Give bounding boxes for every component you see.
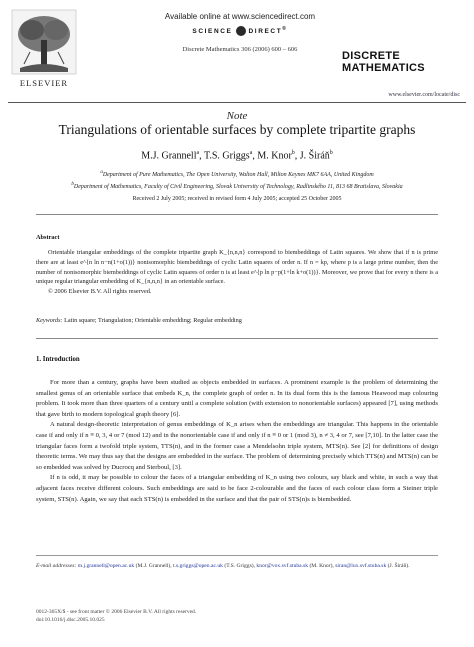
- available-online-text: Available online at www.sciencedirect.com: [164, 12, 316, 21]
- abstract-text: Orientable triangular embeddings of the complete tripartite graph K_{n,n,n} correspond to biembeddings of Latin squares. We show that if n is prime there are at least e^{n ln n−n(1+o(1))} nonisomorphic biembeddings of cyclic Latin squares of order n. If n = kp, where p is a large prime number, then the number of nonisomorphic biembeddings of cyclic Latin squares of order n is at least e^{p ln p−p(1+ln k+o(1))}. Moreover, we prove that for every n there is a unique regular triangular embedding of K_{n,n,n} in an orientable surface.: [36, 249, 438, 286]
- author-name: T.S. Griggs: [204, 150, 250, 162]
- issn-line: 0012-365X/$ - see front matter © 2006 Elsevier B.V. All rights reserved.: [36, 609, 197, 615]
- author-name: M.J. Grannell: [141, 150, 197, 162]
- author-affil-mark: b: [291, 150, 295, 156]
- author-affil-mark: b: [329, 150, 333, 156]
- body-paragraph: For more than a century, graphs have been studied as objects embedded in surfaces. A prominent example is the problem of determining the smallest genus of an orientable surface that embeds K_n, the complete graph of order n. In its dual form this is the famous Heawood map colouring problem. It took more than three quarters of a century until a complete solution (with extension to nonorientable surfaces) appeared [7], using methods that gave birth to modern topological graph theory [6].: [36, 379, 438, 418]
- body-paragraph: If n is odd, it may be possible to colour the faces of a triangular embedding of K_n using two colours, say black and white, in such a way that adjacent faces receive different colours. Such embeddings are said to be face 2-colourable and the faces of each colour class form a Steiner triple system, STS(n). Again, we say that each STS(n) is embedded in the surface and that the pair of STS(n)s is biembedded.: [36, 474, 438, 503]
- email-owner: (J. Širáň).: [387, 563, 410, 569]
- doi-line[interactable]: doi:10.1016/j.disc.2005.10.025: [36, 617, 105, 623]
- email-owner: (M.J. Grannell),: [135, 563, 172, 569]
- article-type: Note: [226, 110, 248, 122]
- abstract-body: [36, 248, 438, 297]
- section-heading: 1. Introduction: [36, 356, 80, 363]
- footnote-rule: [36, 555, 438, 556]
- email-link[interactable]: knor@vox.svf.stuba.sk: [256, 563, 309, 569]
- email-label: E-mail addresses:: [36, 563, 77, 569]
- abstract-bottom-rule: [36, 338, 438, 339]
- affiliation-a: Department of Pure Mathematics, The Open University, Walton Hall, Milton Keynes MK7 6AA, United Kingdom: [102, 172, 374, 178]
- email-owner: (T.S. Griggs),: [224, 563, 256, 569]
- journal-title-line2: MATHEMATICS: [342, 62, 425, 74]
- email-footnote: [36, 562, 438, 572]
- received-dates: Received 2 July 2005; received in revised form 4 July 2005; accepted 25 October 2005: [132, 196, 342, 202]
- author-name: M. Knor: [257, 150, 292, 162]
- author-affil-mark: a: [249, 150, 253, 156]
- front-matter-info: [36, 608, 196, 624]
- abstract-copyright: © 2006 Elsevier B.V. All rights reserved.: [48, 288, 152, 296]
- author-name: J. Širáň: [299, 150, 330, 162]
- keywords-list: Latin square; Triangulation; Orientable embedding; Regular embedding: [64, 317, 242, 324]
- affiliation-b: Department of Mathematics, Faculty of Civil Engineering, Slovak University of Technology, Radlinského 11, 813 68 Bratislava, Slovakia: [73, 184, 403, 190]
- keywords-line: [36, 317, 438, 324]
- article-title: Triangulations of orientable surfaces by complete tripartite graphs: [58, 122, 416, 137]
- abstract-top-rule: [36, 214, 438, 215]
- keywords-label: Keywords:: [36, 317, 63, 324]
- author-affil-mark: a: [196, 150, 200, 156]
- journal-url-link[interactable]: www.elsevier.com/locate/disc: [388, 92, 460, 98]
- section-body: [36, 378, 438, 505]
- publisher-wordmark: ELSEVIER: [19, 78, 69, 88]
- body-paragraph: A natural design-theoretic interpretation of genus embeddings of K_n arises when the embeddings are triangular. This happens in the orientable case if and only if n ≡ 0, 3, 4 or 7 (mod 12) and in the nonorientable case if and only if n ≡ 0 or 1 (mod 3), n ≠ 3, 4 or 7, see [7,10]. In the latter case the triangular faces form a twofold triple system, TTS(n), and in the former case a Mendelsohn triple system, MTS(n). See [2] for definitions of design theoretic terms. We may thus say that the designs are embedded in the surface. The problem of determining precisely which TTS(n) and MTS(n) can be so embedded was solved by Ducrocq and Sterboul, [3].: [36, 421, 438, 471]
- affiliations: $^a$Department of Pure Mathematics, The Open University, Walton Hall, Milton Keynes MK7 6AA, United Kingdom $^b$Department of Mathematics, Faculty of Civil Engineering, Slovak University of Technology, Radlinského 11, 813 68 Bratislava, Slovakia: [71, 170, 403, 190]
- publisher-header: [120, 10, 360, 53]
- sciencedirect-logo: [120, 26, 360, 36]
- email-link[interactable]: m.j.grannell@open.ac.uk: [77, 563, 135, 569]
- sd-circle-icon: [236, 26, 246, 36]
- email-owner: (M. Knor),: [309, 563, 334, 569]
- email-link[interactable]: t.s.griggs@open.ac.uk: [173, 563, 223, 569]
- journal-reference: Discrete Mathematics 306 (2006) 600 – 606: [182, 46, 298, 54]
- sd-right: DIRECT: [248, 28, 283, 36]
- sd-registered: ®: [282, 26, 288, 32]
- journal-title: [342, 50, 460, 74]
- header-rule: [8, 102, 466, 103]
- email-link[interactable]: siran@lux.svf.stuba.sk: [335, 563, 387, 569]
- author-list: M.J. Grannell$^a$, T.S. Griggs$^a$, M. Knor$^b$, J. Širáň$^b$: [141, 150, 333, 162]
- sd-left: SCIENCE: [192, 28, 233, 36]
- journal-title-line1: DISCRETE: [342, 50, 401, 62]
- abstract-heading: Abstract: [36, 234, 60, 241]
